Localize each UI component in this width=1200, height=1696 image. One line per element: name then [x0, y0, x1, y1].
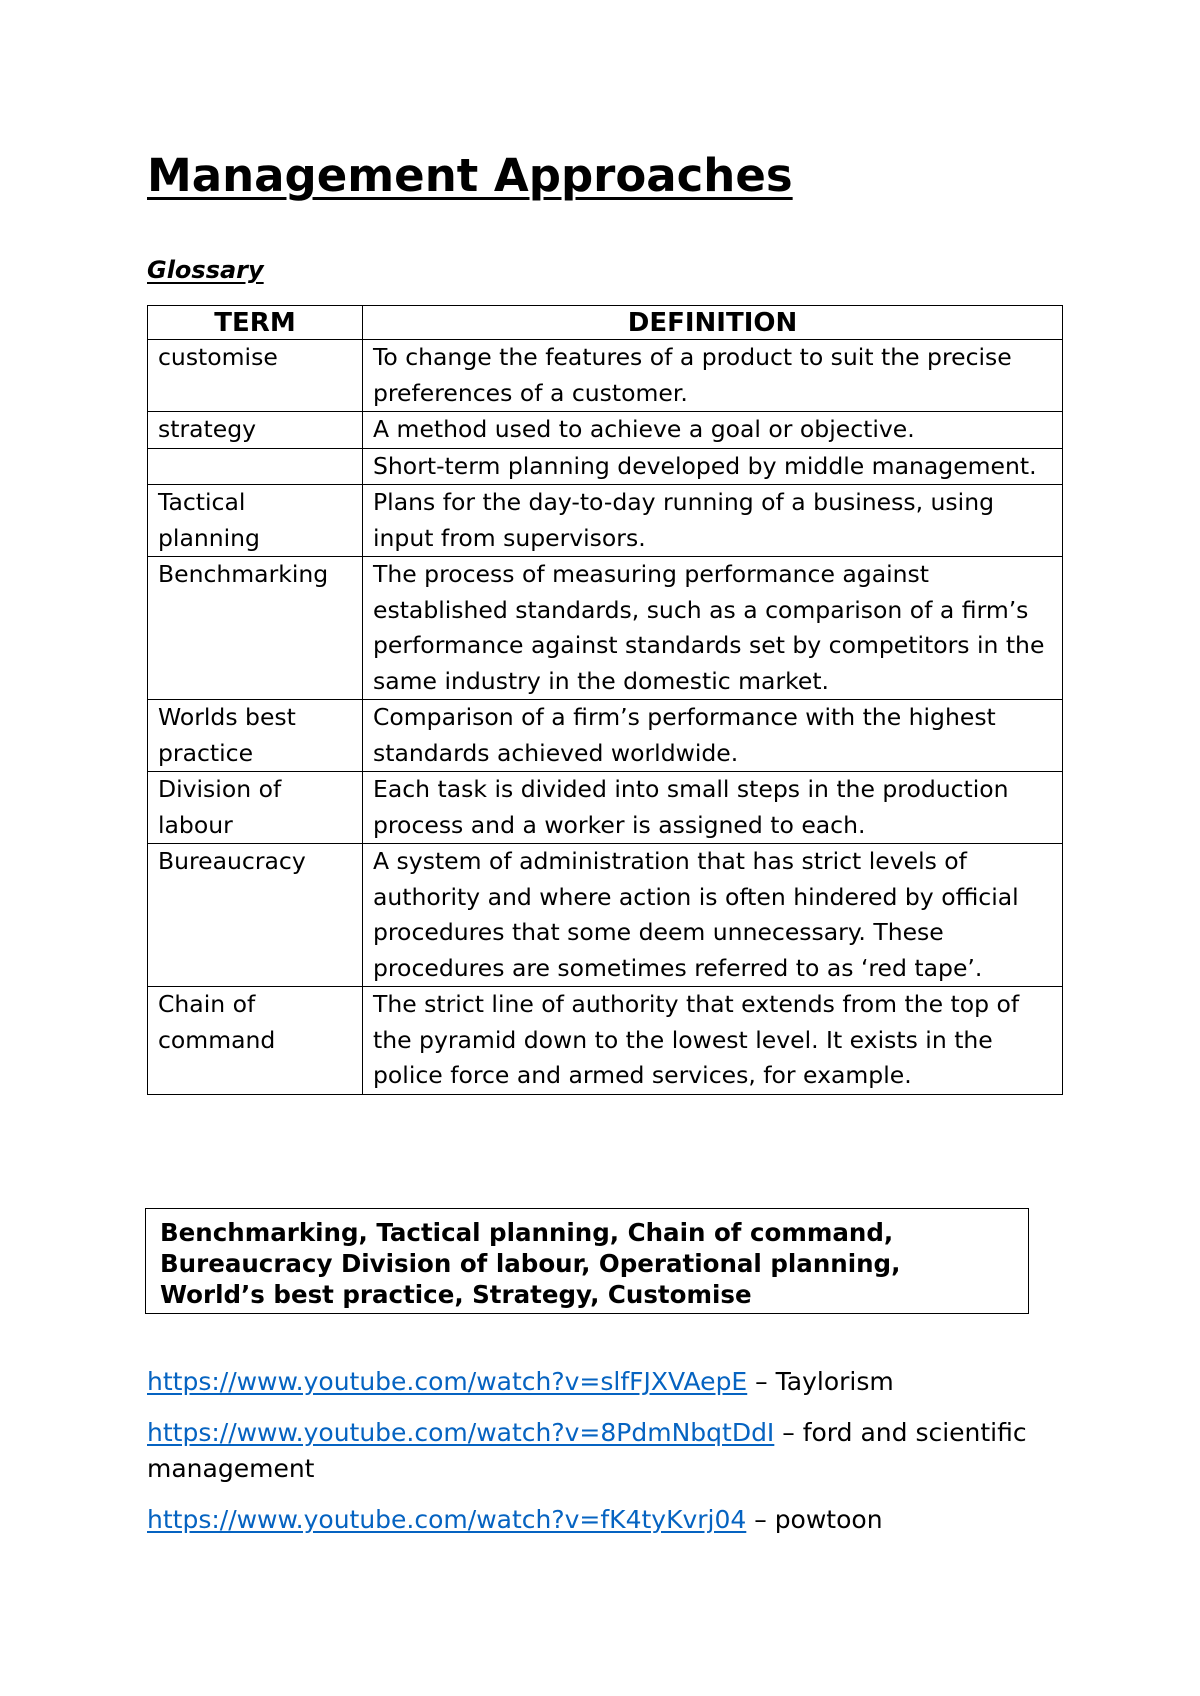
- word-bank-box: [145, 1208, 1029, 1314]
- table-row: [148, 557, 1063, 700]
- youtube-link-ford[interactable]: https://www.youtube.com/watch?v=8PdmNbqtDdI: [147, 1418, 775, 1447]
- table-row: [148, 412, 1063, 449]
- term-cell: Chain of command: [148, 987, 363, 1095]
- definition-cell: A method used to achieve a goal or objective.: [363, 412, 1063, 449]
- link-description: – Taylorism: [747, 1367, 894, 1396]
- glossary-table: [147, 305, 1063, 1095]
- term-cell-blank[interactable]: [148, 448, 363, 485]
- word-bank-line: Benchmarking, Tactical planning, Chain of command,: [160, 1218, 894, 1247]
- link-description: – ford and scientific management: [147, 1418, 1027, 1483]
- video-link-item: [147, 1415, 1047, 1487]
- definition-cell: The process of measuring performance against established standards, such as a comparison of a firm’s performance against standards set by competitors in the same industry in the domestic market.: [363, 557, 1063, 700]
- definition-cell: Plans for the day-to-day running of a business, using input from supervisors.: [363, 485, 1063, 557]
- definition-cell: The strict line of authority that extends from the top of the pyramid down to the lowest level. It exists in the police force and armed services, for example.: [363, 987, 1063, 1095]
- term-cell: Tactical planning: [148, 485, 363, 557]
- definition-cell: A system of administration that has strict levels of authority and where action is often hindered by official procedures that some deem unnecessary. These procedures are sometimes referred to as ‘red tape’.: [363, 844, 1063, 987]
- table-row: [148, 772, 1063, 844]
- youtube-link-powtoon[interactable]: https://www.youtube.com/watch?v=fK4tyKvrj04: [147, 1505, 747, 1534]
- video-links: [147, 1364, 1047, 1553]
- table-row: [148, 340, 1063, 412]
- youtube-link-taylorism[interactable]: https://www.youtube.com/watch?v=slfFJXVAepE: [147, 1367, 748, 1396]
- word-bank-line: Bureaucracy Division of labour, Operational planning,: [160, 1249, 901, 1278]
- table-header-row: [148, 306, 1063, 340]
- table-row: [148, 987, 1063, 1095]
- table-row: [148, 844, 1063, 987]
- definition-cell: To change the features of a product to suit the precise preferences of a customer.: [363, 340, 1063, 412]
- video-link-item: [147, 1364, 1047, 1400]
- term-cell: Division of labour: [148, 772, 363, 844]
- table-row: [148, 700, 1063, 772]
- glossary-heading: Glossary: [147, 256, 264, 284]
- definition-cell: Comparison of a firm’s performance with the highest standards achieved worldwide.: [363, 700, 1063, 772]
- term-cell: strategy: [148, 412, 363, 449]
- table-row: [148, 485, 1063, 557]
- term-cell: Worlds best practice: [148, 700, 363, 772]
- word-bank-line: World’s best practice, Strategy, Customise: [160, 1280, 752, 1309]
- page-title: Management Approaches: [147, 149, 793, 202]
- term-column-header: TERM: [148, 306, 363, 340]
- definition-column-header: DEFINITION: [363, 306, 1063, 340]
- table-row: [148, 448, 1063, 485]
- definition-cell: Each task is divided into small steps in the production process and a worker is assigned to each.: [363, 772, 1063, 844]
- term-cell: customise: [148, 340, 363, 412]
- video-link-item: [147, 1502, 1047, 1538]
- link-description: – powtoon: [746, 1505, 883, 1534]
- term-cell: Benchmarking: [148, 557, 363, 700]
- term-cell: Bureaucracy: [148, 844, 363, 987]
- definition-cell: Short-term planning developed by middle management.: [363, 448, 1063, 485]
